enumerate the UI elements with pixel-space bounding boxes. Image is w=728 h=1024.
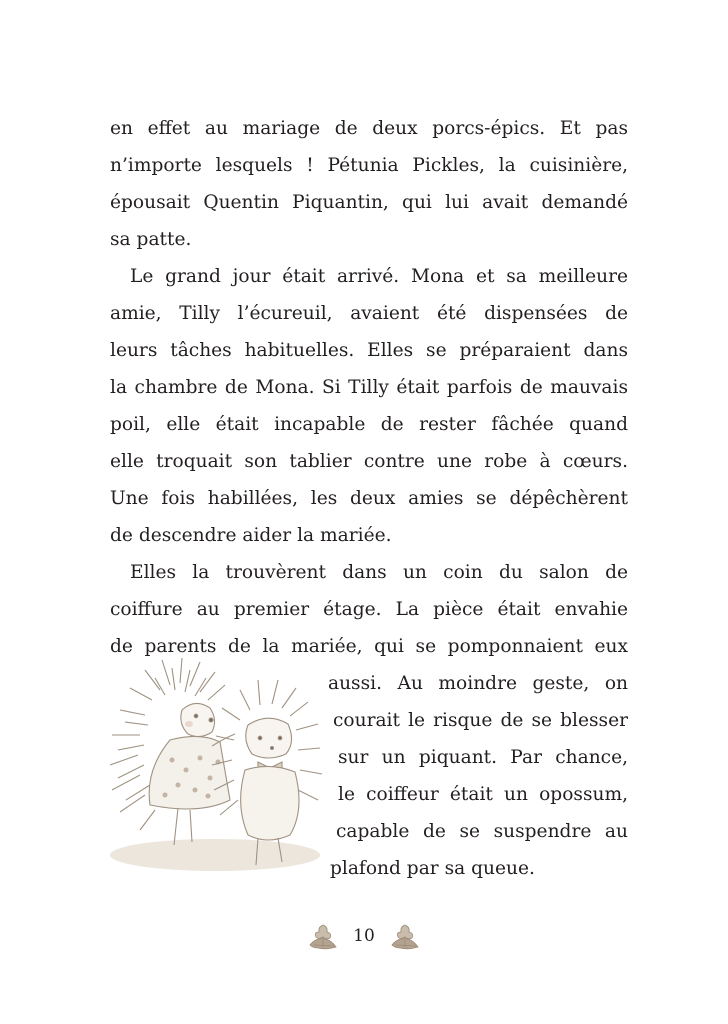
text-line: sur un piquant. Par chance,: [338, 747, 628, 768]
text-line: épousait Quentin Piquantin, qui lui avait demandé: [110, 192, 628, 213]
page-footer: [0, 918, 728, 954]
text-line: la chambre de Mona. Si Tilly était parfois de mauvais: [110, 377, 628, 398]
paragraph-start-line: Elles la trouvèrent dans un coin du salon de: [130, 562, 628, 583]
text-line: n’importe lesquels ! Pétunia Pickles, la cuisinière,: [110, 155, 628, 176]
text-line: poil, elle était incapable de rester fâchée quand: [110, 414, 628, 435]
text-line: en effet au mariage de deux porcs-épics. Et pas: [110, 118, 628, 139]
text-line: courait le risque de se blesser: [333, 710, 628, 731]
text-line: amie, Tilly l’écureuil, avaient été dispensées de: [110, 303, 628, 324]
text-line: sa patte.: [110, 229, 192, 250]
text-line: de parents de la mariée, qui se pomponnaient eux: [110, 636, 628, 657]
text-line: elle troquait son tablier contre une robe à cœurs.: [110, 451, 628, 472]
text-line: de descendre aider la mariée.: [110, 525, 392, 546]
text-line: leurs tâches habituelles. Elles se préparaient dans: [110, 340, 628, 361]
text-line: coiffure au premier étage. La pièce était envahie: [110, 599, 628, 620]
text-line: aussi. Au moindre geste, on: [328, 673, 628, 694]
oak-leaves-icon: [306, 921, 340, 951]
paragraph-start-line: Le grand jour était arrivé. Mona et sa meilleure: [130, 266, 628, 287]
hedgehogs-illustration: [100, 650, 330, 890]
page-number: 10: [353, 926, 375, 946]
text-line: Une fois habillées, les deux amies se dépêchèrent: [110, 488, 628, 509]
text-line: capable de se suspendre au: [336, 821, 628, 842]
text-line: plafond par sa queue.: [330, 858, 535, 879]
text-line: le coiffeur était un opossum,: [338, 784, 628, 805]
oak-leaves-icon: [388, 921, 422, 951]
